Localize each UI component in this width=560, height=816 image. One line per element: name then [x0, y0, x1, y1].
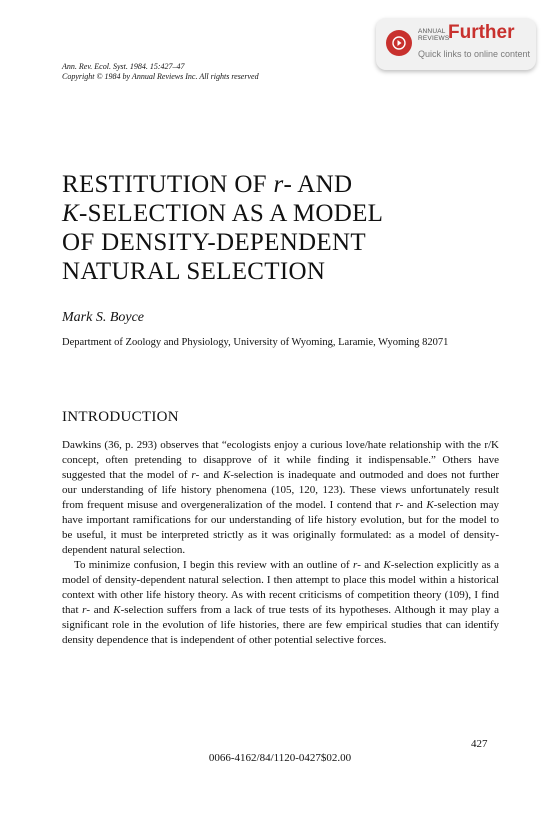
quick-links-label: Quick links to online content	[418, 49, 531, 59]
title-line: OF DENSITY-DEPENDENT	[62, 229, 366, 256]
page-number: 427	[471, 738, 488, 750]
paragraph: To minimize confusion, I begin this review with an outline of r- and K-selection explicitly as a model of density-dependent natural selection. I then attempt to place this model within a historical context with other life history theory. As with recent criticisms of competition theory (109), I find that r- and K-selection suffers from a lack of true tests of its hypotheses. Although it may play a significant role in the evolution of life histories, there are few empirical studies that can identify density dependence that is independent of other potential selective forces.	[62, 559, 500, 646]
author-name: Mark S. Boyce	[62, 310, 145, 325]
title-line: NATURAL SELECTION	[62, 258, 326, 285]
journal-citation	[62, 62, 259, 82]
paragraph: Dawkins (36, p. 293) observes that “ecologists enjoy a curious love/hate relationship with the r/K concept, often pretending to disapprove of it while finding it indispensable.” Others have suggested that the model of r- and K-selection is inadequate and outmoded and does not further our understanding of life history phenomena (105, 120, 123). These views unfortunately result from frequent misuse and overgeneralization of the model. I contend that r- and K-selection may have important ramifications for our understanding of life history evolution, but for the model to be useful, it must be interpreted strictly as it was originally formulated: as a model of density-dependent natural selection.	[62, 439, 499, 556]
play-circle-icon	[386, 30, 412, 56]
footer-code: 0066-4162/84/1120-0427$02.00	[208, 752, 352, 764]
section-heading: INTRODUCTION	[62, 409, 179, 425]
author-affiliation: Department of Zoology and Physiology, University of Wyoming, Laramie, Wyoming 82071	[62, 337, 449, 348]
citation-line: Ann. Rev. Ecol. Syst. 1984. 15:427–47	[62, 62, 185, 71]
annual-reviews-logo-text: ANNUAL REVIEWS	[418, 28, 450, 42]
title-line: RESTITUTION OF r- AND	[62, 171, 353, 198]
annual-reviews-further-banner[interactable]	[376, 18, 536, 70]
copyright-line: Copyright © 1984 by Annual Reviews Inc. All rights reserved	[62, 72, 259, 81]
title-line: K-SELECTION AS A MODEL	[62, 200, 384, 227]
article-title	[62, 170, 482, 286]
further-label: Further	[448, 22, 515, 43]
body-text	[62, 438, 499, 648]
